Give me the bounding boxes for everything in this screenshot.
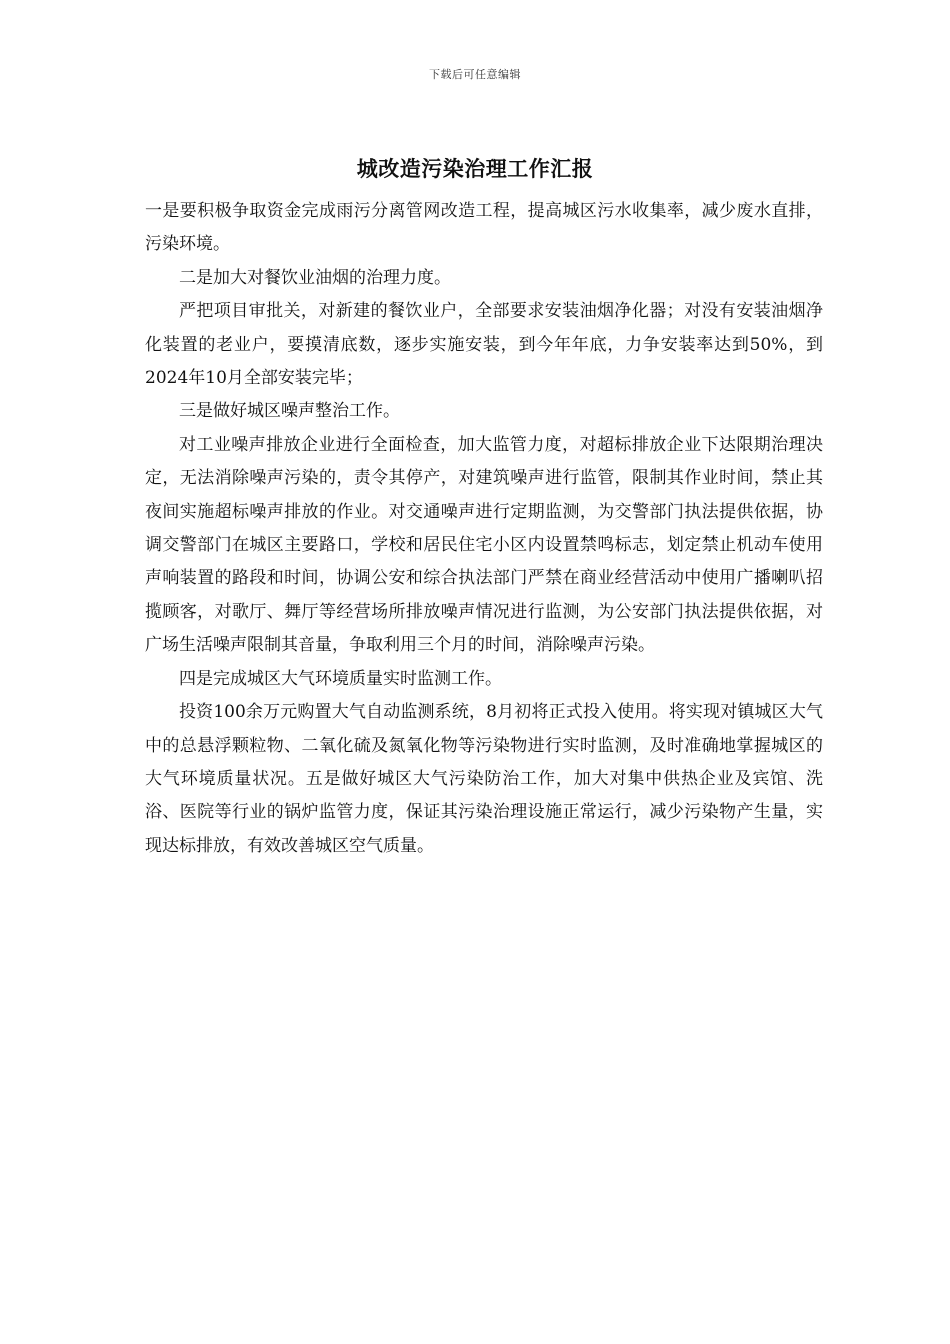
paragraph-2: 二是加大对餐饮业油烟的治理力度。 [179, 267, 451, 288]
paragraph-7: 投资100余万元购置大气自动监测系统，8月初将正式投入使用。将实现对镇城区大气中的总悬浮颗粒物、二氧化硫及氮氧化物等污染物进行实时监测，及时准确地掌握城区的大气环境质量状况。五是做好城区大气污染防治工作，加大对集中供热企业及宾馆、洗浴、医院等行业的锅炉监管力度，保证其污染治理设施正常运行，减少污染物产生量，实现达标排放，有效改善城区空气质量。 [145, 702, 823, 856]
paragraph-4: 三是做好城区噪声整治工作。 [179, 401, 400, 422]
paragraph-3: 严把项目审批关，对新建的餐饮业户，全部要求安装油烟净化器；对没有安装油烟净化装置的老业户，要摸清底数，逐步实施安装，到今年年底，力争安装率达到50%，到2024年10月全部安装完毕； [145, 301, 823, 389]
document-body [145, 195, 823, 863]
paragraph-1: 一是要积极争取资金完成雨污分离管网改造工程，提高城区污水收集率，减少废水直排，污染环境。 [145, 201, 823, 255]
paragraph-5: 对工业噪声排放企业进行全面检查，加大监管力度，对超标排放企业下达限期治理决定，无法消除噪声污染的，责令其停产，对建筑噪声进行监管，限制其作业时间，禁止其夜间实施超标噪声排放的作业。对交通噪声进行定期监测，为交警部门执法提供依据，协调交警部门在城区主要路口，学校和居民住宅小区内设置禁鸣标志，划定禁止机动车使用声响装置的路段和时间，协调公安和综合执法部门严禁在商业经营活动中使用广播喇叭招揽顾客，对歌厅、舞厅等经营场所排放噪声情况进行监测，为公安部门执法提供依据，对广场生活噪声限制其音量，争取利用三个月的时间，消除噪声污染。 [145, 434, 823, 656]
paragraph-6: 四是完成城区大气环境质量实时监测工作。 [179, 668, 502, 689]
page-header-note: 下载后可任意编辑 [429, 68, 521, 81]
document-title: 城改造污染治理工作汇报 [356, 156, 594, 181]
